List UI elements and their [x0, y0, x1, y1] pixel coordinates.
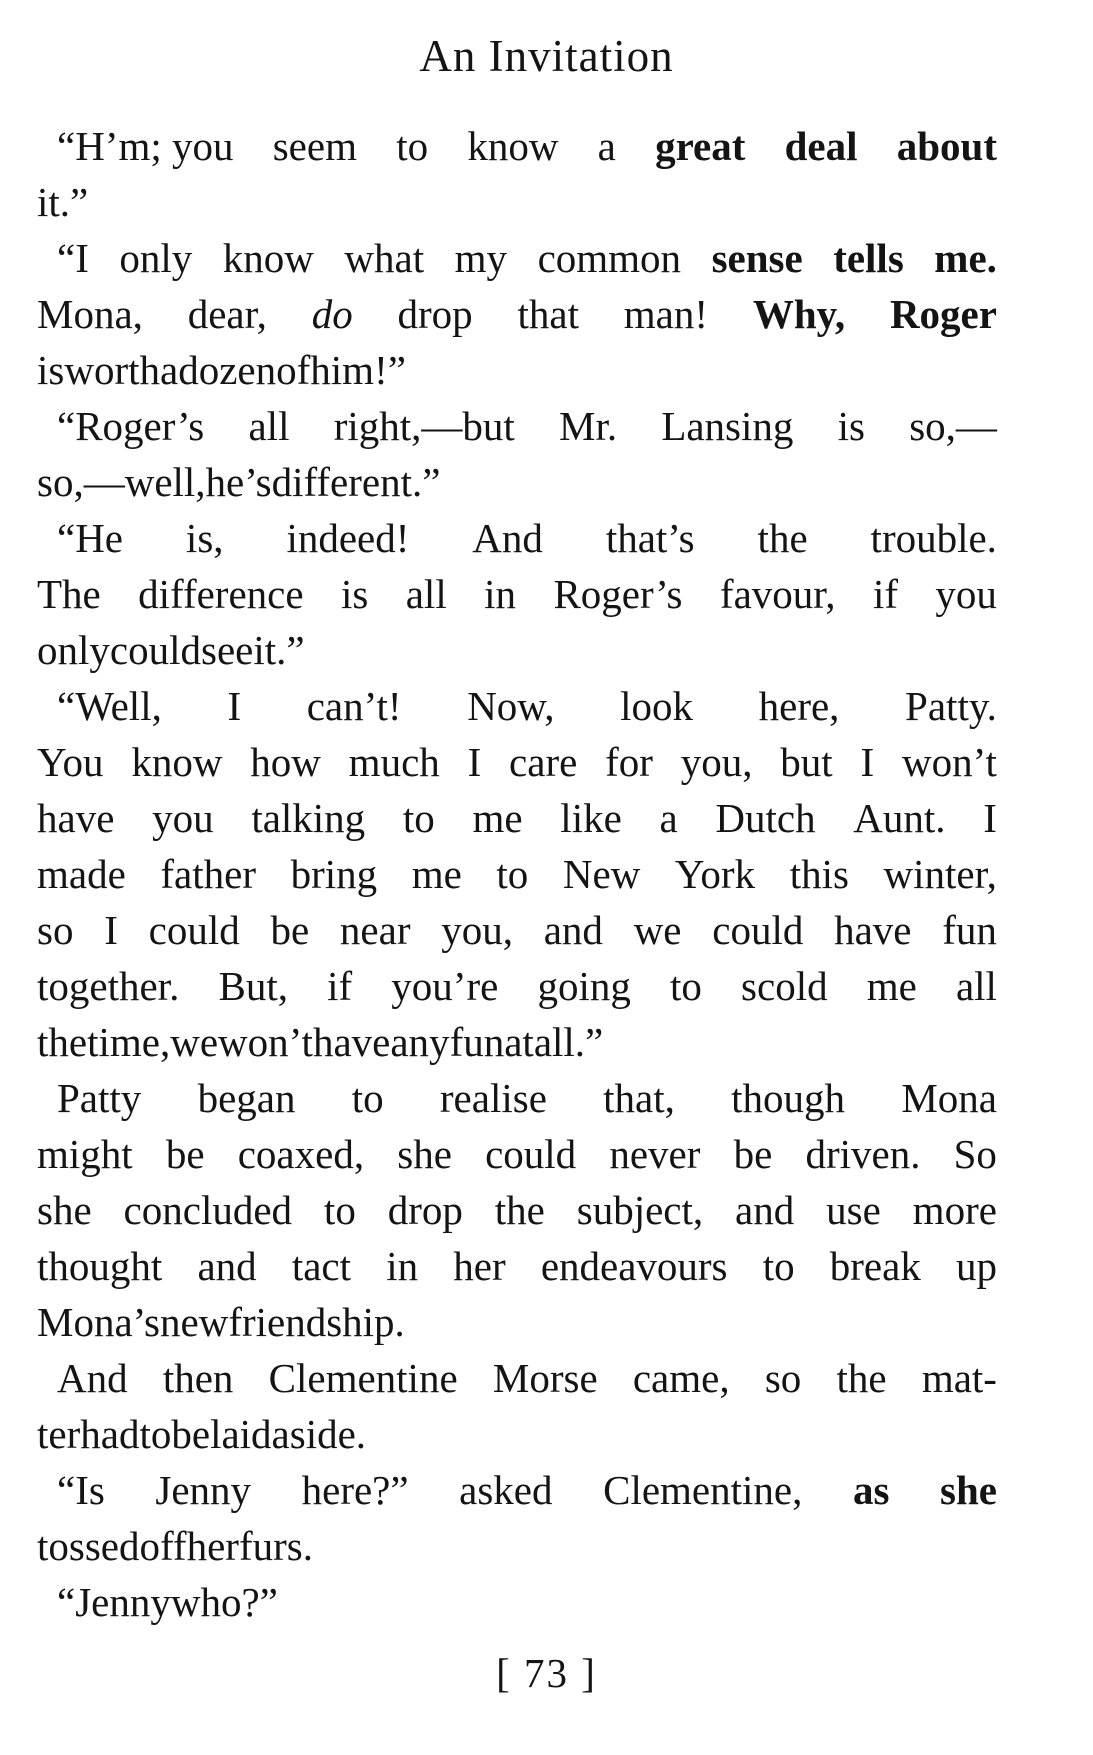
- text-line: [37, 1182, 997, 1238]
- word: you,: [680, 739, 753, 785]
- word: to: [762, 1243, 795, 1289]
- word: Clementine,: [603, 1467, 803, 1513]
- word: You: [37, 739, 104, 785]
- word: New: [562, 851, 641, 897]
- word: father: [160, 851, 256, 897]
- word: I: [983, 795, 997, 841]
- word: she: [397, 1131, 452, 1177]
- word: he’s: [205, 459, 272, 505]
- word: And: [57, 1355, 128, 1401]
- word: care: [509, 739, 578, 785]
- text-line: [37, 958, 997, 1014]
- word: that: [517, 291, 579, 337]
- word: drop: [397, 291, 473, 337]
- text-line: [37, 454, 997, 510]
- text-line: [37, 1126, 997, 1182]
- word: Roger’s: [553, 571, 683, 617]
- word: could: [109, 627, 201, 673]
- word: might: [37, 1131, 133, 1177]
- word: is: [837, 403, 865, 449]
- word: won’t: [901, 739, 997, 785]
- word: all: [248, 403, 290, 449]
- word: Why,: [752, 291, 846, 337]
- word: we: [633, 907, 682, 953]
- word: indeed!: [286, 515, 410, 561]
- word: different.”: [271, 459, 441, 505]
- text-line: [37, 230, 997, 286]
- word: “Is: [57, 1467, 105, 1513]
- word: came,: [632, 1355, 730, 1401]
- word: Lansing: [661, 403, 794, 449]
- word: Mr.: [558, 403, 618, 449]
- text-line: [37, 566, 997, 622]
- running-title: An Invitation: [419, 31, 674, 81]
- word: together.: [37, 963, 180, 1009]
- word: be: [733, 1131, 773, 1177]
- word: But,: [218, 963, 288, 1009]
- word: Morse: [492, 1355, 598, 1401]
- word: here?”: [301, 1467, 409, 1513]
- page-number: [ 73 ]: [496, 1650, 597, 1696]
- word: and: [543, 907, 603, 953]
- word: is: [340, 571, 369, 617]
- word: coaxed,: [237, 1131, 365, 1177]
- word: “H’m; you: [57, 123, 234, 169]
- word: going: [537, 963, 631, 1009]
- text-line: [37, 1350, 997, 1406]
- word: it.”: [37, 179, 89, 225]
- word: look: [620, 683, 694, 729]
- text-line: [37, 1238, 997, 1294]
- word: do: [311, 291, 353, 337]
- word: realise: [439, 1075, 547, 1121]
- word: my: [454, 235, 508, 281]
- word: if: [327, 963, 353, 1009]
- word: you: [935, 571, 997, 617]
- word: of: [276, 347, 311, 393]
- word: me.: [934, 235, 997, 281]
- word: but: [780, 739, 833, 785]
- word: thought: [37, 1243, 163, 1289]
- word: common: [537, 235, 682, 281]
- word: Mona,: [37, 291, 143, 337]
- word: be: [171, 1411, 211, 1457]
- word: that,: [603, 1075, 675, 1121]
- word: Dutch: [715, 795, 816, 841]
- word: Patty.: [905, 683, 997, 729]
- word: then: [162, 1355, 234, 1401]
- word: at: [504, 1019, 534, 1065]
- word: driven.: [805, 1131, 921, 1177]
- word: off: [139, 1523, 187, 1569]
- word: so: [37, 907, 74, 953]
- word: tossed: [37, 1523, 140, 1569]
- word: to: [496, 851, 529, 897]
- word: aside.: [271, 1411, 367, 1457]
- word: who?”: [170, 1579, 278, 1625]
- word: is,: [185, 515, 224, 561]
- word: to: [323, 1187, 356, 1233]
- text-line: [37, 1518, 997, 1574]
- word: only: [119, 235, 193, 281]
- word: worth: [64, 347, 161, 393]
- text-line: [37, 678, 997, 734]
- word: know: [131, 739, 223, 785]
- word: new: [160, 1299, 229, 1345]
- word: her: [186, 1523, 239, 1569]
- word: about: [896, 123, 997, 169]
- word: to: [402, 795, 435, 841]
- word: me: [472, 795, 523, 841]
- word: near: [339, 907, 411, 953]
- word: could: [485, 1131, 577, 1177]
- word: man!: [623, 291, 709, 337]
- word: be: [165, 1131, 205, 1177]
- word: “Well,: [57, 683, 162, 729]
- word: Clementine: [268, 1355, 458, 1401]
- word: I: [104, 907, 118, 953]
- text-line: [37, 902, 997, 958]
- word: to: [351, 1075, 384, 1121]
- word: use: [826, 1187, 881, 1233]
- word: all: [405, 571, 447, 617]
- text-line: [37, 118, 997, 174]
- word: could: [148, 907, 240, 953]
- word: you’re: [391, 963, 499, 1009]
- word: know: [467, 123, 559, 169]
- word: right,—but: [333, 403, 515, 449]
- word: so,—: [909, 403, 997, 449]
- word: up: [956, 1243, 997, 1289]
- word: York: [674, 851, 756, 897]
- word: in: [386, 1243, 419, 1289]
- word: that’s: [605, 515, 695, 561]
- word: great: [655, 123, 746, 169]
- text-line: [37, 286, 997, 342]
- word: her: [453, 1243, 506, 1289]
- word: favour,: [719, 571, 836, 617]
- text-line: [37, 174, 997, 230]
- word: to: [670, 963, 702, 1009]
- word: see: [201, 627, 254, 673]
- word: have: [312, 1019, 391, 1065]
- word: him!”: [310, 347, 406, 393]
- word: the: [757, 515, 808, 561]
- text-line: [37, 1070, 997, 1126]
- word: in: [484, 571, 517, 617]
- word: can’t!: [306, 683, 402, 729]
- word: made: [37, 851, 126, 897]
- word: difference: [138, 571, 304, 617]
- word: endeavours: [540, 1243, 728, 1289]
- word: I: [467, 739, 482, 785]
- word: what: [344, 235, 425, 281]
- word: like: [560, 795, 622, 841]
- word: if: [872, 571, 898, 617]
- word: I: [860, 739, 875, 785]
- word: The: [37, 571, 101, 617]
- text-line: [37, 1014, 997, 1070]
- word: laid: [210, 1411, 272, 1457]
- word: the: [37, 1019, 88, 1065]
- word: tells: [833, 235, 904, 281]
- text-line: [37, 790, 997, 846]
- body-text: [37, 118, 997, 1630]
- word: the: [836, 1355, 887, 1401]
- word: here,: [758, 683, 840, 729]
- word: have: [834, 907, 912, 953]
- word: as: [852, 1467, 890, 1513]
- text-line: [37, 846, 997, 902]
- word: And: [472, 515, 543, 561]
- word: to: [396, 123, 429, 169]
- word: it.”: [253, 627, 305, 673]
- word: all.”: [533, 1019, 604, 1065]
- word: “Jenny: [57, 1579, 171, 1625]
- word: a: [597, 123, 616, 169]
- word: know: [222, 235, 314, 281]
- word: mat-: [921, 1355, 997, 1401]
- text-line: [37, 1574, 997, 1630]
- word: to: [139, 1411, 172, 1457]
- word: “He: [57, 515, 124, 561]
- text-line: [37, 510, 997, 566]
- word: and: [735, 1187, 795, 1233]
- word: me: [411, 851, 462, 897]
- word: “Roger’s: [57, 403, 205, 449]
- word: Roger: [889, 291, 997, 337]
- word: have: [37, 795, 115, 841]
- word: talking: [251, 795, 366, 841]
- word: furs.: [238, 1523, 313, 1569]
- word: Aunt.: [853, 795, 946, 841]
- word: is: [37, 347, 65, 393]
- word: you,: [441, 907, 513, 953]
- word: could: [712, 907, 804, 953]
- word: much: [348, 739, 440, 785]
- word: for: [605, 739, 653, 785]
- word: she: [37, 1187, 92, 1233]
- word: I: [227, 683, 242, 729]
- word: so,—well,: [37, 459, 206, 505]
- word: bring: [290, 851, 378, 897]
- word: fun: [942, 907, 997, 953]
- word: a: [160, 347, 179, 393]
- word: never: [609, 1131, 701, 1177]
- word: drop: [387, 1187, 463, 1233]
- word: Mona: [901, 1075, 997, 1121]
- word: concluded: [123, 1187, 293, 1233]
- word: tact: [291, 1243, 352, 1289]
- word: so: [764, 1355, 802, 1401]
- word: began: [197, 1075, 296, 1121]
- word: ter: [37, 1411, 81, 1457]
- word: this: [789, 851, 849, 897]
- word: any: [390, 1019, 450, 1065]
- word: she: [939, 1467, 997, 1513]
- word: seem: [272, 123, 357, 169]
- word: asked: [459, 1467, 553, 1513]
- word: only: [37, 627, 110, 673]
- word: subject,: [576, 1187, 704, 1233]
- text-line: [37, 398, 997, 454]
- word: Mona’s: [37, 1299, 160, 1345]
- word: Patty: [57, 1075, 142, 1121]
- word: sense: [711, 235, 803, 281]
- word: had: [80, 1411, 140, 1457]
- word: “I: [57, 235, 89, 281]
- word: Now,: [467, 683, 555, 729]
- word: be: [270, 907, 310, 953]
- word: friendship.: [228, 1299, 405, 1345]
- word: fun: [449, 1019, 505, 1065]
- word: winter,: [883, 851, 997, 897]
- word: the: [494, 1187, 545, 1233]
- word: you: [152, 795, 214, 841]
- word: dozen: [178, 347, 277, 393]
- word: time,: [87, 1019, 171, 1065]
- text-line: [37, 1406, 997, 1462]
- word: dear,: [187, 291, 267, 337]
- text-line: [37, 734, 997, 790]
- word: though: [731, 1075, 846, 1121]
- word: deal: [784, 123, 858, 169]
- word: we: [170, 1019, 219, 1065]
- word: a: [659, 795, 678, 841]
- text-line: [37, 342, 997, 398]
- word: break: [829, 1243, 921, 1289]
- text-line: [37, 622, 997, 678]
- word: So: [953, 1131, 997, 1177]
- word: won’t: [218, 1019, 313, 1065]
- text-line: [37, 1462, 997, 1518]
- word: Jenny: [155, 1467, 252, 1513]
- word: scold: [741, 963, 828, 1009]
- word: me: [866, 963, 917, 1009]
- word: all: [955, 963, 997, 1009]
- word: how: [250, 739, 321, 785]
- word: trouble.: [870, 515, 997, 561]
- text-line: [37, 1294, 997, 1350]
- word: and: [197, 1243, 257, 1289]
- word: more: [912, 1187, 997, 1233]
